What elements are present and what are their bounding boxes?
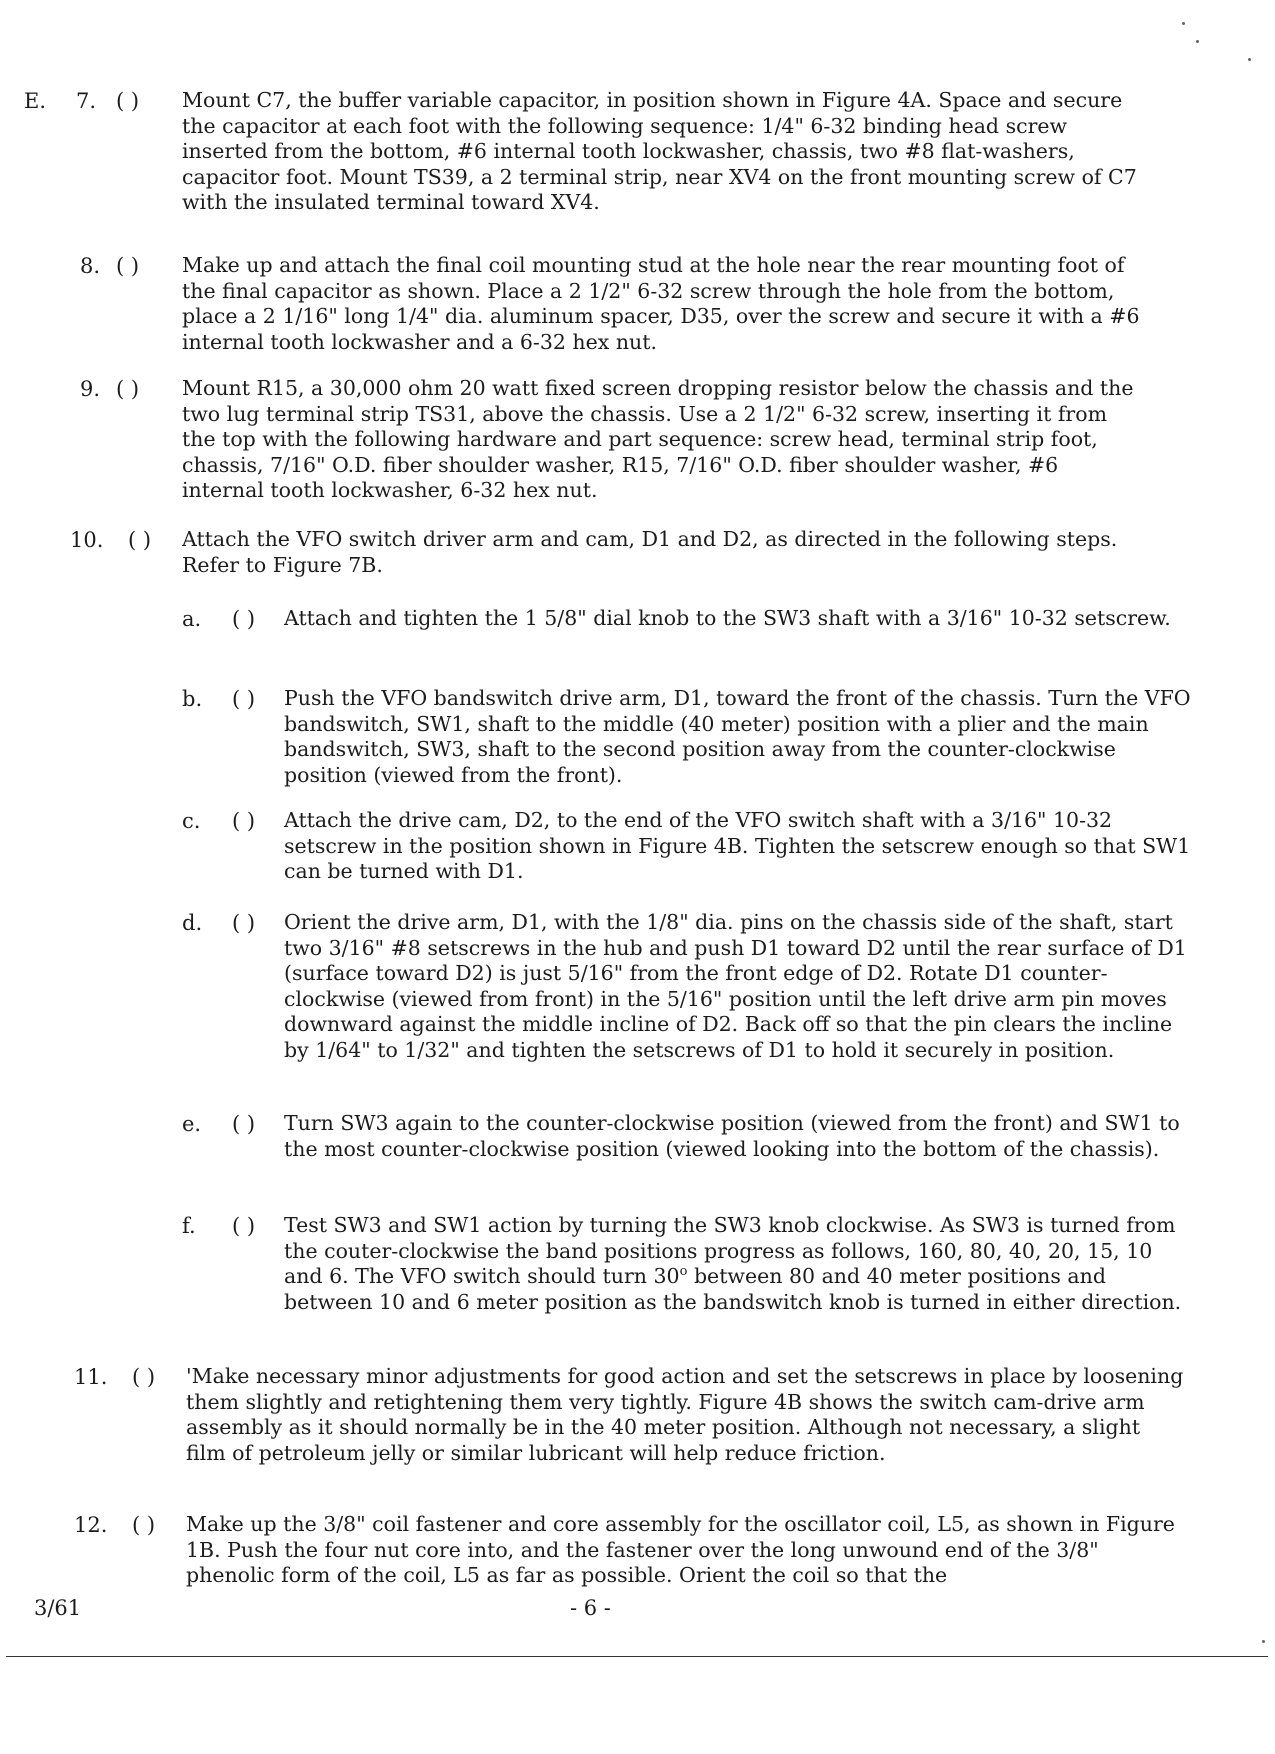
- substep-text: Push the VFO bandswitch drive arm, D1, toward the front of the chassis. Turn the VFO bandswitch, SW1, shaft to the middle (40 meter) position with a plier and the main bandswitch, SW3, shaft to the second position away from the counter-clockwise position (viewed from the front).: [284, 686, 1191, 787]
- step-checkbox[interactable]: ( ): [116, 377, 140, 401]
- step-number: 7.: [76, 89, 97, 113]
- step-text: Attach the VFO switch driver arm and cam, D1 and D2, as directed in the following steps. Refer to Figure 7B.: [182, 527, 1118, 577]
- step-text: 'Make necessary minor adjustments for good action and set the setscrews in place by loosening them slightly and retightening them very tightly. Figure 4B shows the switch cam-drive arm assembly as it should normally be in the 40 meter position. Although not necessary, a slight film of petroleum jelly or similar lubricant will help reduce friction.: [186, 1364, 1184, 1465]
- degree-superscript: o: [679, 1264, 688, 1280]
- substep-checkbox[interactable]: ( ): [232, 1112, 256, 1136]
- substep-text: Test SW3 and SW1 action by turning the SW3 knob clockwise. As SW3 is turned from the couter-clockwise the band positions progress as follows, 160, 80, 40, 20, 15, 10 and 6. The VFO switch should turn 30$^o$ between 80 and 40 meter positions and between 10 and 6 meter position as the bandswitch knob is turned in either direction.: [284, 1213, 1182, 1314]
- step-text: Make up and attach the final coil mounting stud at the hole near the rear mounting foot of the final capacitor as shown. Place a 2 1/2" 6-32 screw through the hole from the bottom, place a 2 1/16" long 1/4" dia. aluminum spacer, D35, over the screw and secure it with a #6 internal tooth lockwasher and a 6-32 hex nut.: [182, 253, 1140, 354]
- step-number: 9.: [80, 377, 101, 401]
- substep-text: Attach and tighten the 1 5/8" dial knob to the SW3 shaft with a 3/16" 10-32 setscrew.: [284, 606, 1171, 630]
- substep-letter: f.: [182, 1214, 196, 1238]
- page-number: - 6 -: [570, 1596, 611, 1620]
- step-checkbox[interactable]: ( ): [132, 1365, 156, 1389]
- substep-letter: e.: [182, 1112, 202, 1136]
- step-number: 8.: [80, 254, 101, 278]
- section-label: E.: [24, 89, 47, 113]
- scan-speck: [1182, 22, 1185, 25]
- substep-letter: a.: [182, 607, 202, 631]
- step-number: 11.: [74, 1365, 108, 1389]
- step-checkbox[interactable]: ( ): [132, 1513, 156, 1537]
- substep-letter: d.: [182, 911, 203, 935]
- step-text: Make up the 3/8" coil fastener and core assembly for the oscillator coil, L5, as shown in Figure 1B. Push the four nut core into, and the fastener over the long unwound end of the 3/8" phenolic form of the coil, L5 as far as possible. Orient the coil so that the: [186, 1512, 1175, 1588]
- footer-date: 3/61: [34, 1596, 82, 1620]
- substep-letter: c.: [182, 809, 201, 833]
- substep-text: Attach the drive cam, D2, to the end of the VFO switch shaft with a 3/16" 10-32 setscrew in the position shown in Figure 4B. Tighten the setscrew enough so that SW1 can be turned with D1.: [284, 808, 1191, 884]
- step-number: 10.: [70, 528, 104, 552]
- step-checkbox[interactable]: ( ): [116, 254, 140, 278]
- substep-checkbox[interactable]: ( ): [232, 687, 256, 711]
- step-number: 12.: [74, 1513, 108, 1537]
- substep-checkbox[interactable]: ( ): [232, 607, 256, 631]
- footer-rule: [6, 1656, 1268, 1657]
- step-text: Mount C7, the buffer variable capacitor, in position shown in Figure 4A. Space and secure the capacitor at each foot with the following sequence: 1/4" 6-32 binding head screw inserted from the bottom, #6 internal tooth lockwasher, chassis, two #8 flat-washers, capacitor foot. Mount TS39, a 2 terminal strip, near XV4 on the front mounting screw of C7 with the insulated terminal toward XV4.: [182, 88, 1137, 215]
- substep-checkbox[interactable]: ( ): [232, 809, 256, 833]
- substep-checkbox[interactable]: ( ): [232, 1214, 256, 1238]
- scan-speck: [1248, 58, 1251, 61]
- substep-text: Turn SW3 again to the counter-clockwise position (viewed from the front) and SW1 to the most counter-clockwise position (viewed looking into the bottom of the chassis).: [284, 1111, 1180, 1161]
- step-text: Mount R15, a 30,000 ohm 20 watt fixed screen dropping resistor below the chassis and the two lug terminal strip TS31, above the chassis. Use a 2 1/2" 6-32 screw, inserting it from the top with the following hardware and part sequence: screw head, terminal strip foot, chassis, 7/16" O.D. fiber shoulder washer, R15, 7/16" O.D. fiber shoulder washer, #6 internal tooth lockwasher, 6-32 hex nut.: [182, 376, 1134, 503]
- scan-speck: [1196, 40, 1199, 43]
- scan-speck: [1262, 1640, 1265, 1643]
- substep-letter: b.: [182, 687, 203, 711]
- step-checkbox[interactable]: ( ): [128, 528, 152, 552]
- substep-text: Orient the drive arm, D1, with the 1/8" dia. pins on the chassis side of the shaft, start two 3/16" #8 setscrews in the hub and push D1 toward D2 until the rear surface of D1 (surface toward D2) is just 5/16" from the front edge of D2. Rotate D1 counter-clockwise (viewed from front) in the 5/16" position until the left drive arm pin moves downward against the middle incline of D2. Back off so that the pin clears the incline by 1/64" to 1/32" and tighten the setscrews of D1 to hold it securely in position.: [284, 910, 1187, 1062]
- substep-checkbox[interactable]: ( ): [232, 911, 256, 935]
- step-checkbox[interactable]: ( ): [116, 89, 140, 113]
